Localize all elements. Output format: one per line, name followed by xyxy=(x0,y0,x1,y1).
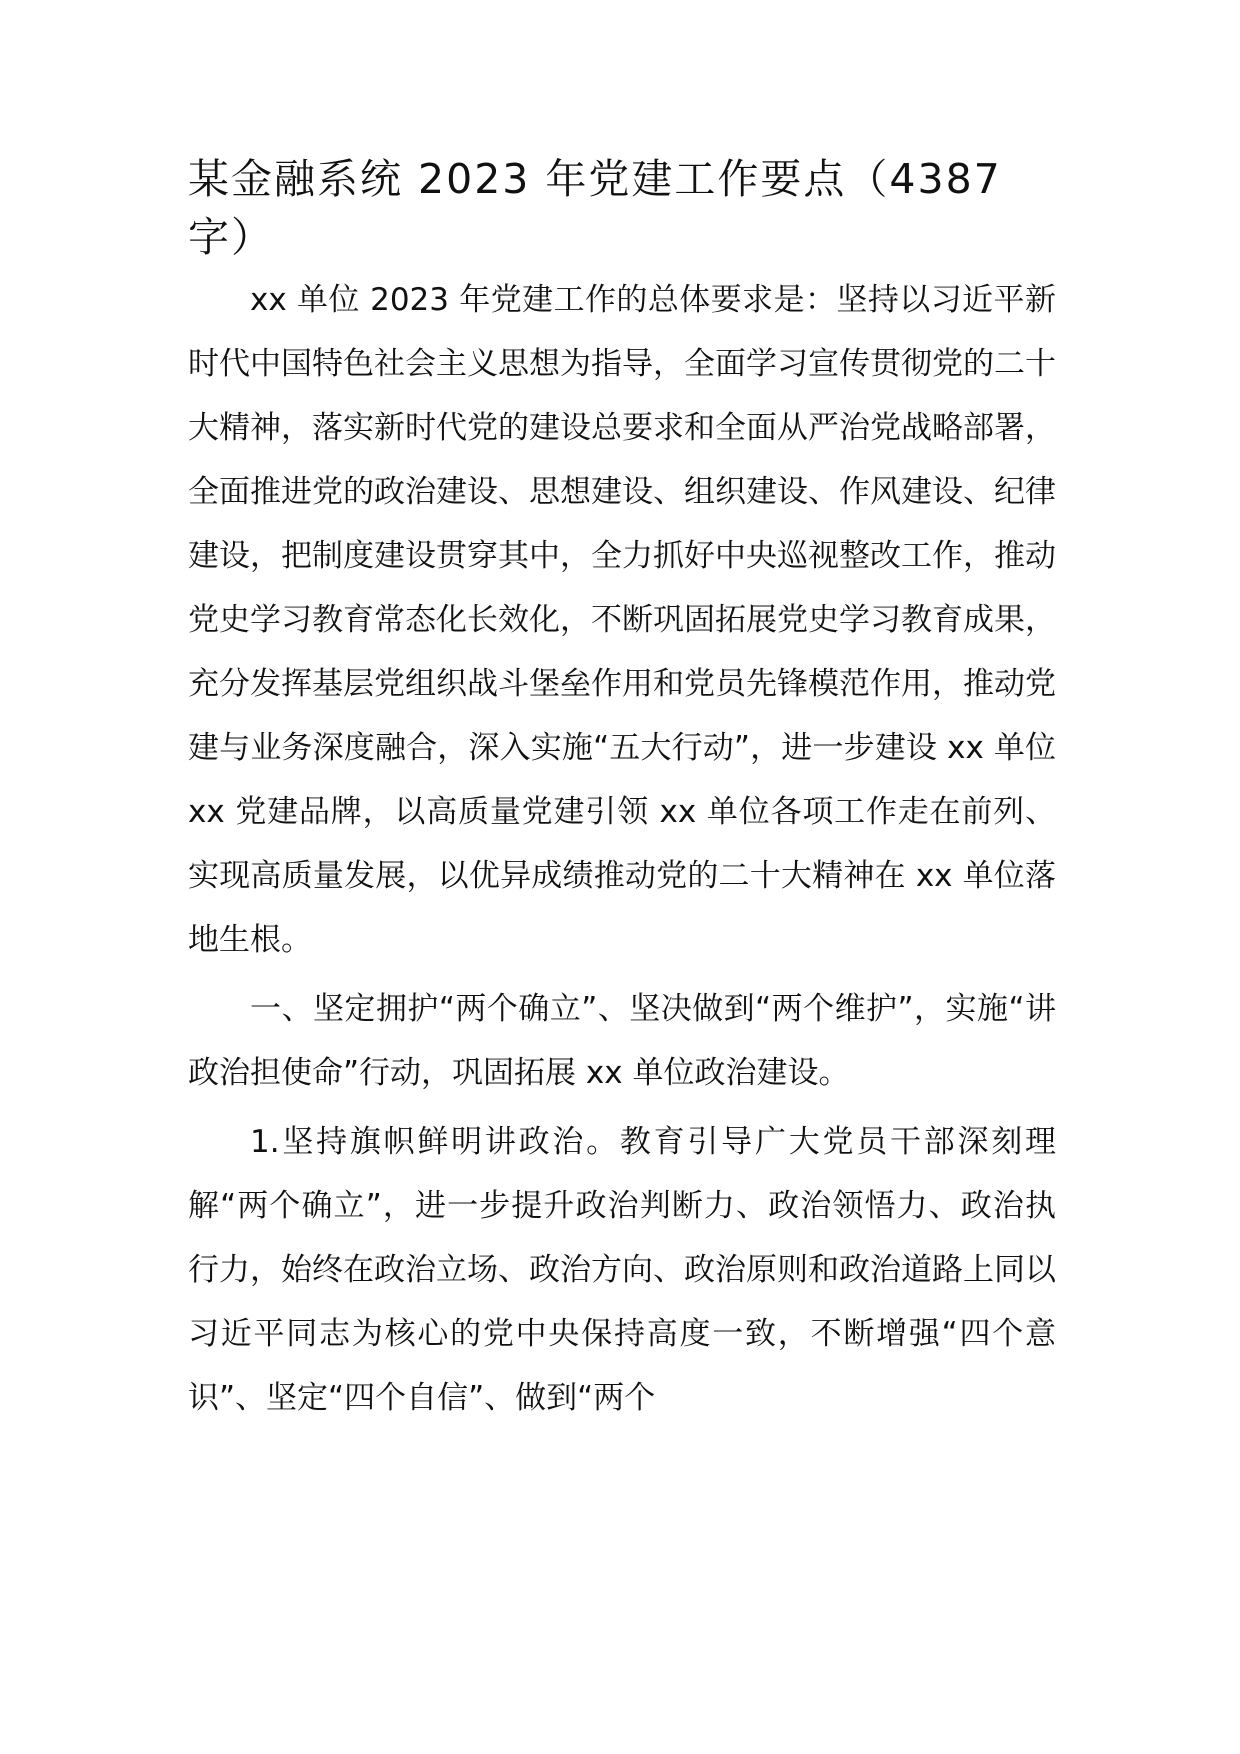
paragraph-item-1: 1.坚持旗帜鲜明讲政治。教育引导广大党员干部深刻理解“两个确立”，进一步提升政治判断力、政治领悟力、政治执行力，始终在政治立场、政治方向、政治原则和政治道路上同以习近平同志为核心的党中央保持高度一致，不断增强“四个意识”、坚定“四个自信”、做到“两个 xyxy=(188,1124,1056,1416)
document-body xyxy=(188,150,1056,1435)
section-heading-political-building: 一、坚定拥护“两个确立”、坚决做到“两个维护”，实施“讲政治担使命”行动，巩固拓展 xx 单位政治建设。 xyxy=(188,991,1056,1091)
document-title: 某金融系统 2023 年党建工作要点（4387 字） xyxy=(188,155,1002,261)
paragraph-general-requirements: xx 单位 2023 年党建工作的总体要求是：坚持以习近平新时代中国特色社会主义思想为指导，全面学习宣传贯彻党的二十大精神，落实新时代党的建设总要求和全面从严治党战略部署，全面推进党的政治建设、思想建设、组织建设、作风建设、纪律建设，把制度建设贯穿其中，全力抓好中央巡视整改工作，推动党史学习教育常态化长效化，不断巩固拓展党史学习教育成果，充分发挥基层党组织战斗堡垒作用和党员先锋模范作用，推动党建与业务深度融合，深入实施“五大行动”，进一步建设 xx 单位 xx 党建品牌，以高质量党建引领 xx 单位各项工作走在前列、实现高质量发展，以优异成绩推动党的二十大精神在 xx 单位落地生根。 xyxy=(188,282,1056,958)
